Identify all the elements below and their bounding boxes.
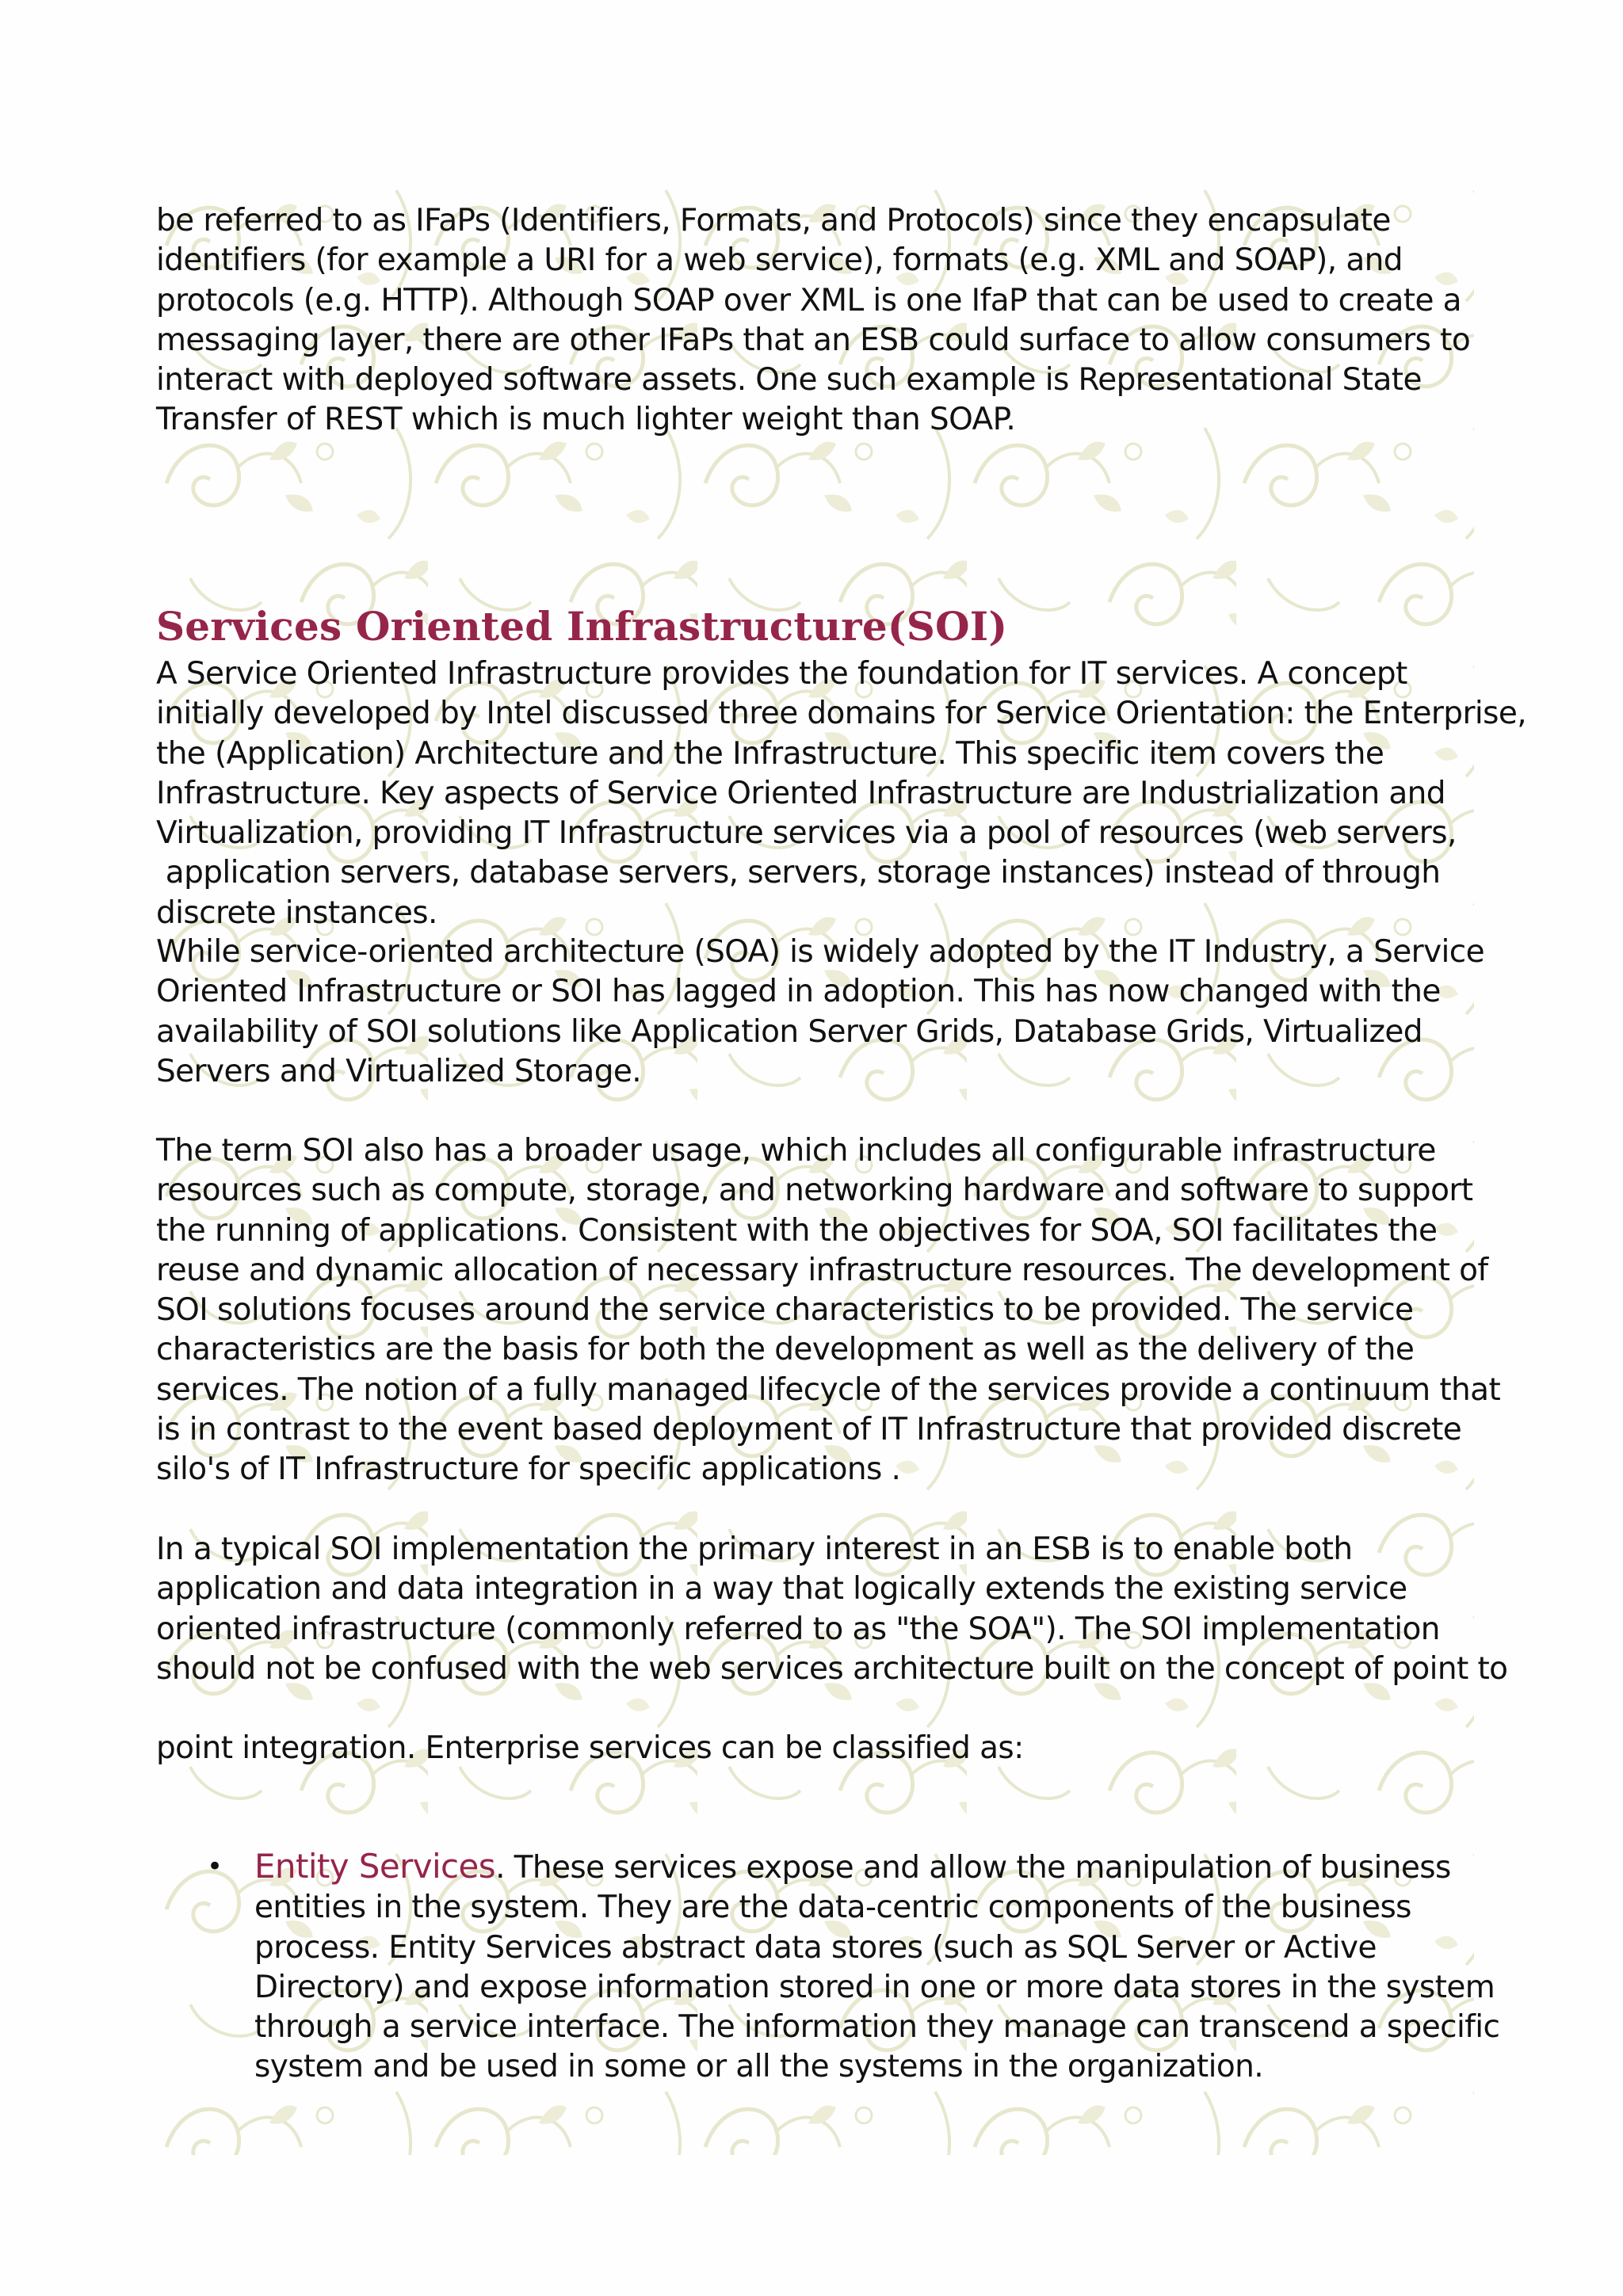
text-line: While service-oriented architecture (SOA) is widely adopted by the IT Industry, a Service: [156, 934, 1485, 970]
text-line: silo's of IT Infrastructure for specific applications .: [156, 1451, 901, 1488]
text-line: be referred to as IFaPs (Identifiers, Formats, and Protocols) since they encapsulate: [156, 203, 1391, 238]
bullet-icon: •: [207, 1851, 223, 1882]
text-line: protocols (e.g. HTTP). Although SOAP over XML is one IfaP that can be used to create a: [156, 282, 1461, 318]
list-item-text: . These services expose and allow the manipulation of business: [495, 1850, 1451, 1886]
text-line: discrete instances.: [156, 894, 437, 931]
text-line: oriented infrastructure (commonly referred to as "the SOA"). The SOI implementation: [156, 1611, 1440, 1647]
text-line: the running of applications. Consistent with the objectives for SOA, SOI facilitates the: [156, 1212, 1438, 1249]
text-line: services. The notion of a fully managed lifecycle of the services provide a continuum that: [156, 1371, 1501, 1408]
text-line: application servers, database servers, servers, storage instances) instead of through: [156, 855, 1441, 891]
text-line: resources such as compute, storage, and networking hardware and software to support: [156, 1173, 1473, 1209]
text-line: messaging layer, there are other IFaPs that an ESB could surface to allow consumers to: [156, 322, 1471, 358]
section-heading: Services Oriented Infrastructure(SOI): [156, 603, 1008, 650]
paragraph-soi-esb-continued: [156, 1729, 1487, 1768]
text-line: Oriented Infrastructure or SOI has lagged in adoption. This has now changed with the: [156, 974, 1441, 1010]
text-line: Directory) and expose information stored in one or more data stores in the system: [254, 1969, 1495, 2005]
text-line: In a typical SOI implementation the primary interest in an ESB is to enable both: [156, 1531, 1353, 1567]
list-item-first-line: [254, 1847, 1487, 1888]
text-line: system and be used in some or all the systems in the organization.: [254, 2049, 1264, 2085]
text-line: characteristics are the basis for both the development as well as the delivery of the: [156, 1332, 1415, 1368]
text-line: interact with deployed software assets. One such example is Representational State: [156, 362, 1422, 399]
service-classification-list: [204, 1847, 1500, 2088]
paragraph-soi-broader: [156, 1131, 1501, 1490]
text-line: process. Entity Services abstract data stores (such as SQL Server or Active: [254, 1929, 1377, 1966]
text-line: Transfer of REST which is much lighter weight than SOAP.: [156, 402, 1016, 438]
text-line: identifiers (for example a URI for a web service), formats (e.g. XML and SOAP), and: [156, 242, 1403, 279]
text-line: entities in the system. They are the data-centric components of the business: [254, 1890, 1411, 1926]
paragraph-ifap: [156, 201, 1487, 441]
paragraph-soi-intro: [156, 654, 1527, 933]
text-line: the (Application) Architecture and the Infrastructure. This specific item covers the: [156, 735, 1384, 772]
text-line: initially developed by Intel discussed three domains for Service Orientation: the Enterprise,: [156, 696, 1527, 732]
text-line: SOI solutions focuses around the service characteristics to be provided. The service: [156, 1292, 1414, 1329]
text-line: The term SOI also has a broader usage, which includes all configurable infrastructure: [156, 1133, 1436, 1169]
text-line: A Service Oriented Infrastructure provides the foundation for IT services. A concept: [156, 656, 1407, 692]
text-line: reuse and dynamic allocation of necessary infrastructure resources. The development of: [156, 1252, 1488, 1288]
list-item-entity-services: [204, 1847, 1500, 2088]
paragraph-soi-adoption: [156, 933, 1487, 1092]
text-line: Infrastructure. Key aspects of Service Oriented Infrastructure are Industrialization and: [156, 775, 1445, 811]
text-line: is in contrast to the event based deployment of IT Infrastructure that provided discrete: [156, 1412, 1462, 1448]
paragraph-soi-esb: [156, 1530, 1508, 1689]
text-line: through a service interface. The information they manage can transcend a specific: [254, 2009, 1500, 2046]
text-line: Servers and Virtualized Storage.: [156, 1053, 642, 1089]
text-line: should not be confused with the web services architecture built on the concept of point to: [156, 1650, 1508, 1687]
entity-services-term: Entity Services: [254, 1847, 496, 1886]
text-line: availability of SOI solutions like Application Server Grids, Database Grids, Virtualized: [156, 1013, 1423, 1050]
text-line: application and data integration in a way that logically extends the existing service: [156, 1571, 1407, 1608]
text-line: Virtualization, providing IT Infrastructure services via a pool of resources (web servers,: [156, 815, 1457, 852]
text-line: point integration. Enterprise services can be classified as:: [156, 1730, 1024, 1766]
